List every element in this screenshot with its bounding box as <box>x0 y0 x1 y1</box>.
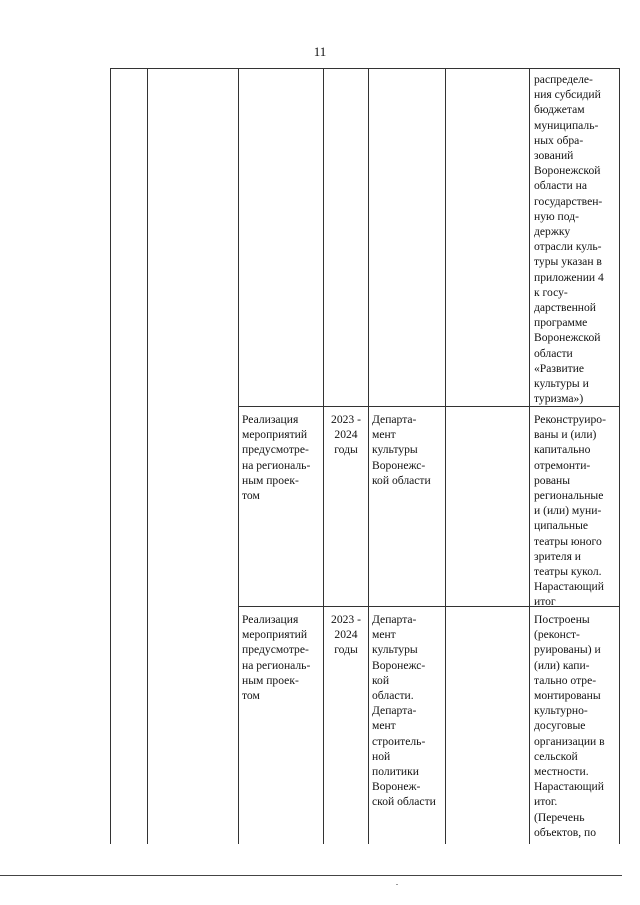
text-line: на региональ- <box>242 458 311 472</box>
column-divider <box>238 68 239 844</box>
row2-result-cell <box>534 412 618 610</box>
text-line: области. <box>372 689 414 703</box>
column-divider <box>368 68 369 844</box>
text-line: держку <box>534 225 571 239</box>
text-line: Построены <box>534 613 590 626</box>
text-line: мент <box>372 719 396 733</box>
text-line: Департа- <box>372 704 417 718</box>
text-line: объектов, по <box>534 825 597 839</box>
text-line: ным проек- <box>242 473 299 487</box>
text-line: программе <box>534 316 588 330</box>
text-line: бюджетам <box>534 103 585 117</box>
text-line: монтированы <box>534 689 601 703</box>
text-line: театры юного <box>534 534 602 548</box>
row3-event-cell <box>242 612 322 703</box>
column-divider <box>445 68 446 844</box>
row3-result-cell <box>534 612 618 840</box>
text-line: годы <box>334 643 358 657</box>
text-line: приложении 4 <box>534 270 604 284</box>
text-line: муниципаль- <box>534 118 599 132</box>
text-line: итог. <box>534 795 558 809</box>
text-line: на региональ- <box>242 658 311 672</box>
text-line: ной <box>372 749 391 763</box>
text-line: 2023 - <box>331 413 361 426</box>
text-line: Воронежской <box>534 164 601 178</box>
text-line: 2023 - <box>331 613 361 626</box>
text-line: ных обра- <box>534 133 584 147</box>
text-line: зований <box>534 149 574 163</box>
text-line: к госу- <box>534 285 568 299</box>
text-line: ния субсидий <box>534 88 601 102</box>
text-line: региональные <box>534 489 604 503</box>
text-line: тально отре- <box>534 673 597 687</box>
text-line: ным проек- <box>242 673 299 687</box>
page-number: 11 <box>313 44 327 59</box>
text-line: Реконструиро- <box>534 413 606 426</box>
row2-period-cell <box>324 412 368 458</box>
text-line: «Развитие <box>534 361 585 375</box>
text-line: ципальные <box>534 519 589 533</box>
text-line: отремонти- <box>534 458 591 472</box>
row2-executor-cell <box>372 412 444 488</box>
text-line: мероприятий <box>242 428 308 442</box>
text-line: руированы) и <box>534 643 601 657</box>
text-line: Реализация <box>242 613 299 626</box>
text-line: мент <box>372 428 396 442</box>
text-line: досуговые <box>534 719 586 733</box>
scan-speck <box>396 884 398 885</box>
text-line: предусмотре- <box>242 643 309 657</box>
text-line: Реализация <box>242 413 299 426</box>
text-line: распределе- <box>534 73 593 86</box>
row3-executor-cell <box>372 612 444 810</box>
text-line: государствен- <box>534 194 603 208</box>
text-line: ской области <box>372 795 436 809</box>
text-line: культурно- <box>534 704 588 718</box>
text-line: области <box>534 346 573 360</box>
footer-rule <box>0 875 622 876</box>
text-line: культуры и <box>534 377 589 391</box>
table-border-top <box>110 68 620 69</box>
table-border-left <box>110 68 111 844</box>
text-line: Департа- <box>372 613 417 626</box>
text-line: туры указан в <box>534 255 602 269</box>
text-line: политики <box>372 765 419 779</box>
program-table <box>110 68 620 844</box>
text-line: и (или) муни- <box>534 504 602 518</box>
text-line: дарственной <box>534 301 597 315</box>
text-line: кой области <box>372 473 431 487</box>
text-line: капитально <box>534 443 591 457</box>
text-line: Воронежс- <box>372 458 426 472</box>
text-line: годы <box>334 443 358 457</box>
text-line: Нарастающий <box>534 580 604 594</box>
text-line: (Перечень <box>534 810 585 824</box>
column-divider <box>147 68 148 844</box>
text-line: местности. <box>534 765 589 779</box>
row1-result-cell <box>534 72 618 406</box>
text-line: мент <box>372 628 396 642</box>
text-line: отрасли куль- <box>534 240 602 254</box>
table-border-right <box>619 68 620 844</box>
text-line: Воронежс- <box>372 658 426 672</box>
text-line: Воронежской <box>534 331 601 345</box>
text-line: ваны и (или) <box>534 428 597 442</box>
text-line: Нарастающий <box>534 780 604 794</box>
text-line: мероприятий <box>242 628 308 642</box>
text-line: организации в <box>534 734 605 748</box>
text-line: (реконст- <box>534 628 580 642</box>
text-line: области на <box>534 179 588 193</box>
text-line: строитель- <box>372 734 426 748</box>
text-line: предусмотре- <box>242 443 309 457</box>
text-line: культуры <box>372 443 418 457</box>
text-line: Воронеж- <box>372 780 421 794</box>
column-divider <box>529 68 530 844</box>
text-line: кой <box>372 673 390 687</box>
text-line: том <box>242 489 260 503</box>
text-line: Департа- <box>372 413 417 426</box>
text-line: ную под- <box>534 209 579 223</box>
text-line: театры кукол. <box>534 565 602 579</box>
text-line: рованы <box>534 473 571 487</box>
text-line: 2024 <box>334 628 358 642</box>
text-line: культуры <box>372 643 418 657</box>
text-line: сельской <box>534 749 578 763</box>
text-line: (или) капи- <box>534 658 590 672</box>
text-line: туризма») <box>534 392 584 406</box>
row3-period-cell <box>324 612 368 658</box>
row2-event-cell <box>242 412 322 503</box>
text-line: 2024 <box>334 428 358 442</box>
text-line: зрителя и <box>534 549 582 563</box>
text-line: том <box>242 689 260 703</box>
text-line: итог <box>534 595 556 609</box>
